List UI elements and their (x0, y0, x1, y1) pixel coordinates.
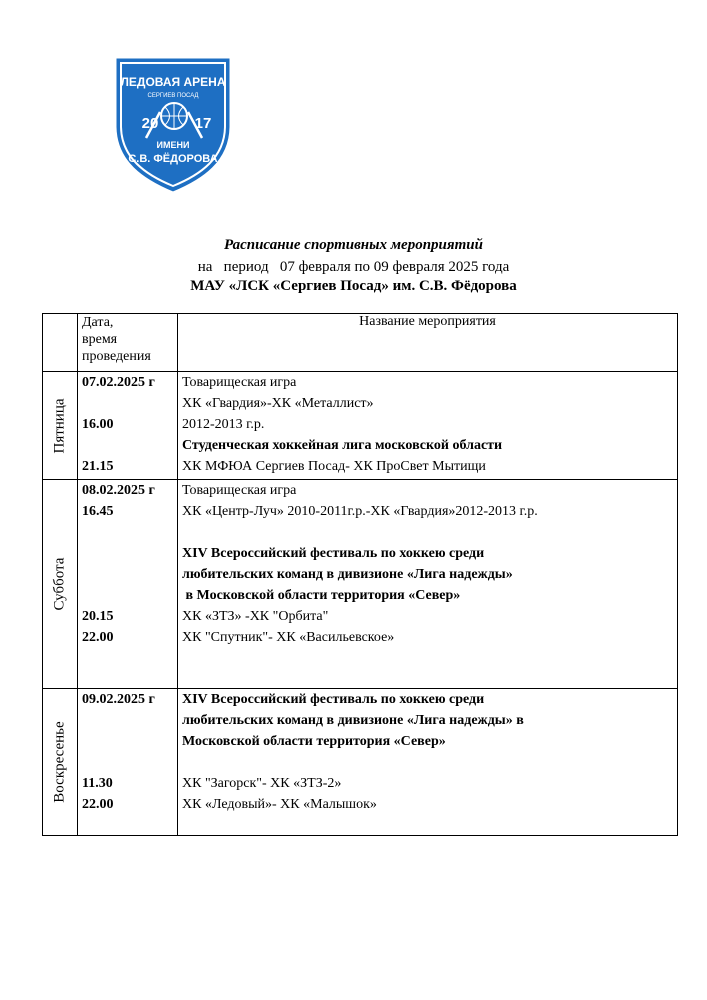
logo-year-left: 20 (141, 115, 159, 132)
day-label: Суббота (51, 557, 68, 611)
event-line: Товарищеская игра (182, 483, 297, 498)
event-line: Московской области территория «Север» (182, 734, 446, 749)
event-line: ХК "Спутник"- ХК «Васильевское» (182, 630, 395, 645)
time-line: 20.15 (82, 609, 114, 624)
event-line: XIV Всероссийский фестиваль по хоккею среди (182, 546, 485, 561)
event-cell (178, 689, 678, 836)
event-column-header: Название мероприятия (178, 314, 678, 372)
event-line: 2012-2013 г.р. (182, 417, 265, 432)
table-row (43, 480, 678, 689)
event-line: XIV Всероссийский фестиваль по хоккею среди (182, 692, 485, 707)
schedule-period: на период 07 февраля по 09 февраля 2025 года (197, 259, 510, 275)
time-line (82, 731, 173, 752)
logo-text-imeni: ИМЕНИ (156, 140, 190, 150)
table-header-row (43, 314, 678, 372)
time-line: 16.00 (82, 417, 114, 432)
time-line (82, 522, 173, 543)
time-line (82, 393, 173, 414)
event-line (182, 752, 673, 773)
event-line: ХК "Загорск"- ХК «ЗТЗ-2» (182, 776, 342, 791)
logo-text-city: СЕРГИЕВ ПОСАД (147, 93, 199, 99)
event-line: в Московской области территория «Север» (182, 588, 461, 603)
time-cell (78, 689, 178, 836)
date-header-line: Дата, (82, 315, 114, 330)
event-line: Товарищеская игра (182, 375, 297, 390)
table-row (43, 689, 678, 836)
day-cell (43, 689, 78, 836)
event-line: любительских команд в дивизионе «Лига надежды» (182, 567, 513, 582)
schedule-title: Расписание спортивных мероприятий (224, 237, 483, 253)
time-line: 21.15 (82, 459, 114, 474)
logo-text-name: С.В. ФЁДОРОВА (128, 153, 218, 165)
arena-logo (108, 52, 238, 194)
event-line: ХК «ЗТЗ» -ХК "Орбита" (182, 609, 329, 624)
time-line: 16.45 (82, 504, 114, 519)
schedule-table (42, 313, 678, 836)
event-cell (178, 372, 678, 480)
day-cell (43, 480, 78, 689)
event-line: Студенческая хоккейная лига московской области (182, 438, 503, 453)
date-header-line: время (82, 332, 118, 347)
logo-year-right: 17 (194, 115, 212, 132)
event-cell (178, 480, 678, 689)
time-line (82, 752, 173, 773)
time-line (82, 710, 173, 731)
time-line: 09.02.2025 г (82, 692, 155, 707)
time-line (82, 585, 173, 606)
time-line: 11.30 (82, 776, 113, 791)
event-line (182, 522, 673, 543)
day-label: Воскресенье (51, 721, 68, 803)
table-row (43, 372, 678, 480)
time-line: 22.00 (82, 630, 114, 645)
event-line: ХК «Ледовый»- ХК «Малышок» (182, 797, 377, 812)
day-label: Пятница (51, 397, 68, 454)
event-line: ХК МФЮА Сергиев Посад- ХК ПроСвет Мытищи (182, 459, 486, 474)
time-line (82, 543, 173, 564)
time-line: 08.02.2025 г (82, 483, 155, 498)
date-header-line: проведения (82, 349, 151, 364)
organization-name: МАУ «ЛСК «Сергиев Посад» им. С.В. Фёдорова (190, 278, 517, 294)
day-column-header (43, 314, 78, 372)
date-column-header (78, 314, 178, 372)
time-cell (78, 372, 178, 480)
event-line: любительских команд в дивизионе «Лига надежды» в (182, 713, 524, 728)
time-line: 07.02.2025 г (82, 375, 155, 390)
time-line (82, 435, 173, 456)
event-line: ХК «Центр-Луч» 2010-2011г.р.-ХК «Гвардия»2012-2013 г.р. (182, 504, 538, 519)
day-cell (43, 372, 78, 480)
logo-text-top: ЛЕДОВАЯ АРЕНА (120, 75, 226, 89)
event-line: ХК «Гвардия»-ХК «Металлист» (182, 396, 374, 411)
time-line (82, 564, 173, 585)
time-cell (78, 480, 178, 689)
time-line: 22.00 (82, 797, 114, 812)
